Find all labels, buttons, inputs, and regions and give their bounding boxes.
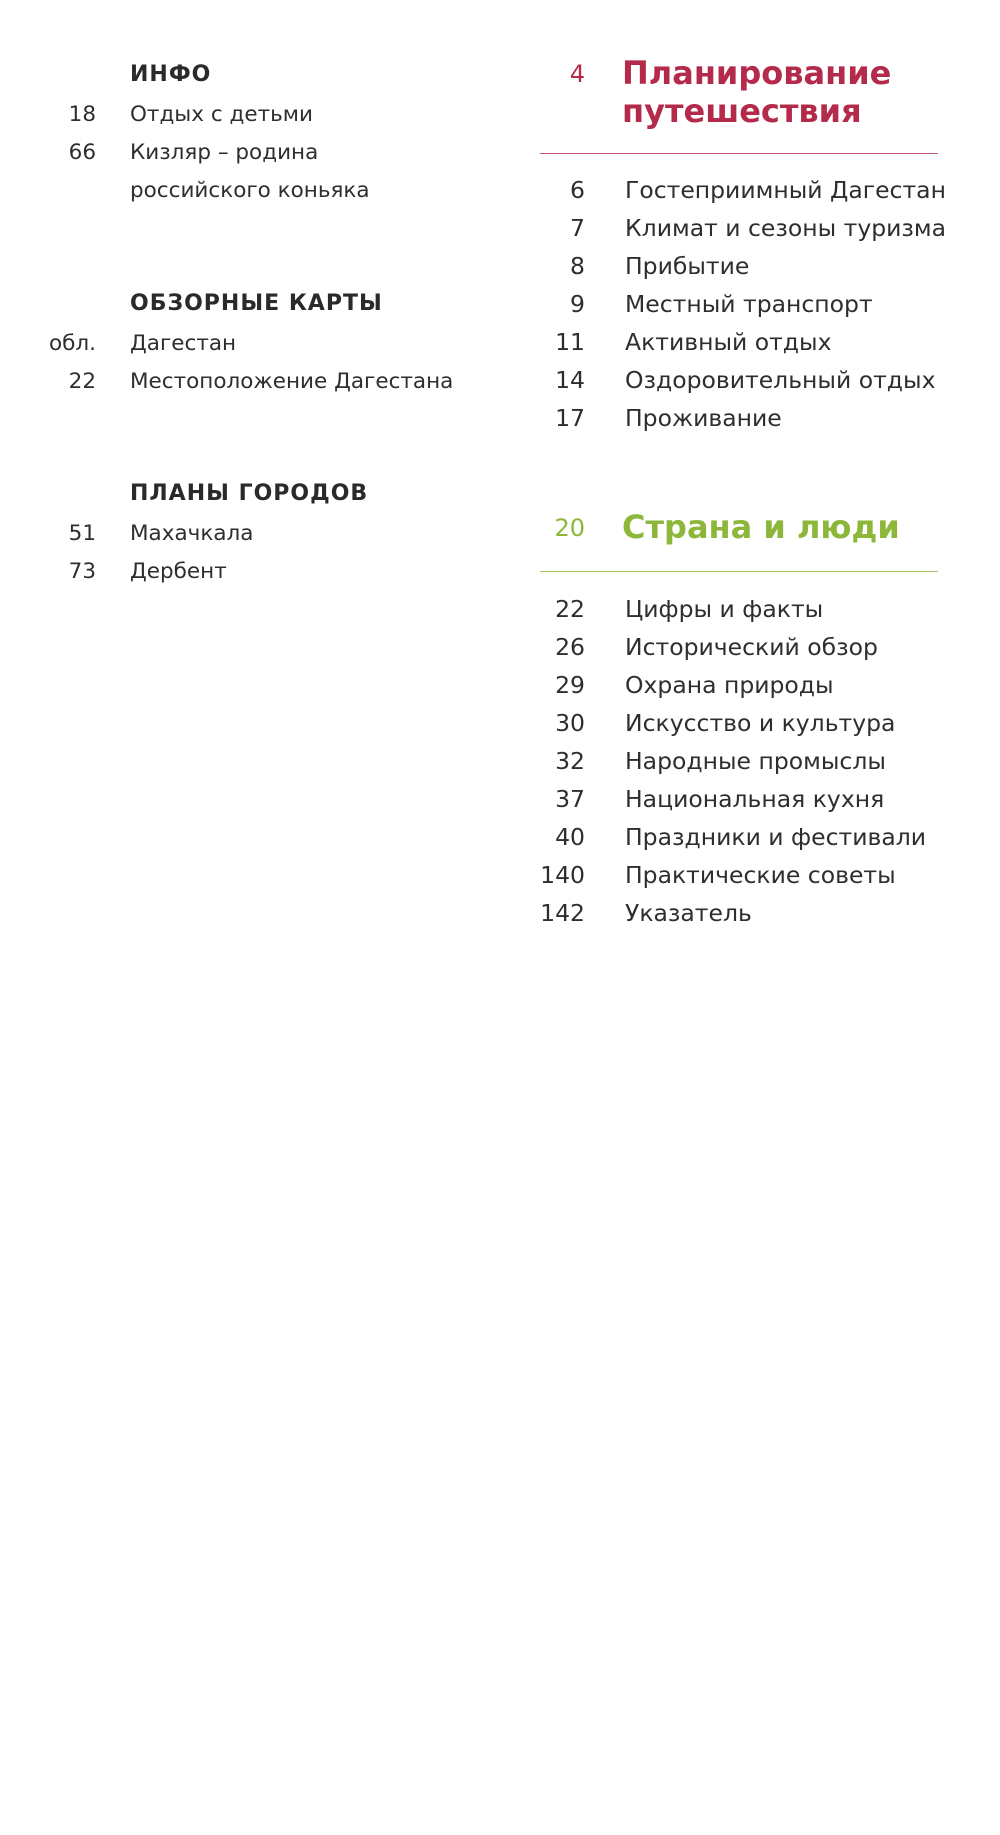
section-title-line2: путешествия xyxy=(622,92,862,130)
entry-title: Искусство и культура xyxy=(625,709,896,737)
page-number: 40 xyxy=(555,823,585,851)
overview-maps-heading: ОБЗОРНЫЕ КАРТЫ xyxy=(130,291,383,316)
page-number: 18 xyxy=(68,102,96,127)
entry-title: Активный отдых xyxy=(625,328,832,356)
toc-entry[interactable] xyxy=(530,894,970,932)
toc-entry[interactable] xyxy=(530,856,970,894)
entry-title: Проживание xyxy=(625,404,782,432)
toc-entry[interactable] xyxy=(530,818,970,856)
entry-title: Климат и сезоны туризма xyxy=(625,214,947,242)
section-page-number: 4 xyxy=(569,60,585,88)
toc-entry[interactable] xyxy=(530,780,970,818)
page-number: 14 xyxy=(555,366,585,394)
toc-entry[interactable] xyxy=(530,742,970,780)
toc-entry[interactable] xyxy=(530,666,970,704)
info-heading: ИНФО xyxy=(130,62,212,87)
page-number: 8 xyxy=(570,252,585,280)
entry-title: Оздоровительный отдых xyxy=(625,366,936,394)
page-number: 140 xyxy=(540,861,585,889)
entry-title: Народные промыслы xyxy=(625,747,886,775)
section-divider xyxy=(540,571,938,572)
page-number: 22 xyxy=(555,595,585,623)
entry-title: Махачкала xyxy=(130,521,254,546)
entry-title: Исторический обзор xyxy=(625,633,878,661)
toc-entry[interactable] xyxy=(0,96,500,134)
toc-entry[interactable] xyxy=(530,323,970,361)
entry-title: Дагестан xyxy=(130,331,237,356)
entry-title: Дербент xyxy=(130,559,227,584)
page-number: 17 xyxy=(555,404,585,432)
toc-entry[interactable] xyxy=(530,399,970,437)
section-divider xyxy=(540,153,938,154)
toc-entry[interactable] xyxy=(0,553,500,591)
page-number: 22 xyxy=(68,369,96,394)
entry-title: Местный транспорт xyxy=(625,290,873,318)
page-number: 37 xyxy=(555,785,585,813)
page-number: 7 xyxy=(570,214,585,242)
page-number: 142 xyxy=(540,899,585,927)
entry-title: Гостеприимный Дагестан xyxy=(625,176,946,204)
page-number: 29 xyxy=(555,671,585,699)
toc-entry[interactable] xyxy=(0,363,500,401)
toc-entry[interactable] xyxy=(530,209,970,247)
toc-entry[interactable] xyxy=(530,590,970,628)
toc-entry[interactable] xyxy=(0,134,500,210)
section-page-number: 20 xyxy=(554,514,585,542)
section-title-line1: Планирование xyxy=(622,54,892,92)
toc-entry[interactable] xyxy=(530,361,970,399)
page-number: обл. xyxy=(49,331,96,356)
page-number: 32 xyxy=(555,747,585,775)
toc-entry[interactable] xyxy=(0,515,500,553)
page-number: 6 xyxy=(570,176,585,204)
page-number: 9 xyxy=(570,290,585,318)
entry-title: Прибытие xyxy=(625,252,750,280)
page-number: 26 xyxy=(555,633,585,661)
entry-title: Праздники и фестивали xyxy=(625,823,927,851)
page-number: 11 xyxy=(555,328,585,356)
toc-entry[interactable] xyxy=(530,247,970,285)
entry-title: Отдых с детьми xyxy=(130,102,313,127)
toc-entry[interactable] xyxy=(0,325,500,363)
city-plans-heading: ПЛАНЫ ГОРОДОВ xyxy=(130,481,369,506)
page-number: 73 xyxy=(68,559,96,584)
toc-entry[interactable] xyxy=(530,171,970,209)
page-number: 51 xyxy=(68,521,96,546)
toc-entry[interactable] xyxy=(530,628,970,666)
page-number: 30 xyxy=(555,709,585,737)
entry-title: Кизляр – родина российского коньяка xyxy=(130,140,370,203)
page-number: 66 xyxy=(68,140,96,165)
entry-title: Охрана природы xyxy=(625,671,834,699)
toc-entry[interactable] xyxy=(530,704,970,742)
toc-entry[interactable] xyxy=(530,285,970,323)
entry-title: Практические советы xyxy=(625,861,896,889)
section-title: Страна и люди xyxy=(622,508,900,546)
entry-title: Местоположение Дагестана xyxy=(130,369,454,394)
entry-title: Цифры и факты xyxy=(625,595,824,623)
entry-title: Указатель xyxy=(625,899,752,927)
entry-title: Национальная кухня xyxy=(625,785,885,813)
